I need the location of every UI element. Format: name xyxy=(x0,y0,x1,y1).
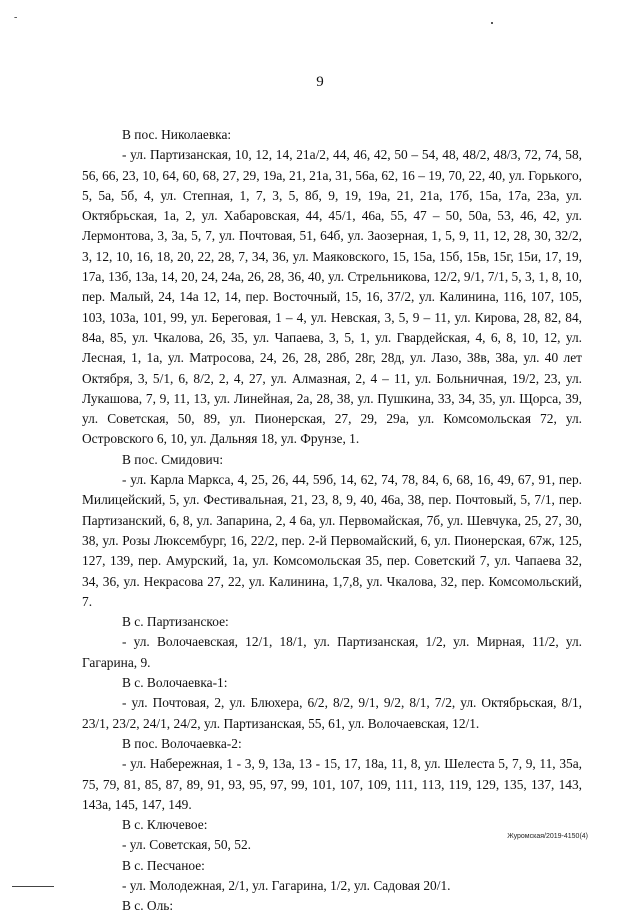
section-heading: В с. Песчаное: xyxy=(122,857,205,873)
document-code: Журомская/2019-4150(4) xyxy=(507,833,588,840)
section-text: - ул. Молодежная, 2/1, ул. Гагарина, 1/2, ул. Садовая 20/1. xyxy=(122,877,451,893)
section-heading: В пос. Волочаевка-2: xyxy=(122,735,242,751)
footnote-divider xyxy=(12,886,54,887)
section-text: - ул. Партизанская, 10, 12, 14, 21а/2, 44, 46, 42, 50 – 54, 48, 48/2, 48/3, 72, 74, 58, 56, 66, 23, 10, 64, 60, 68, 27, 29, 19а, 21, 21а, 31, 56а, 62, 16 – 19, 70, 22, 40, ул. Горького, 5, 5а, 5б, 4, ул. Степная, 1, 7, 3, 5, 8б, 9, 19, 19а, 21, 21а, 17б, 15а, 17а, 23а, ул. Октябрьская, 1а, 2, ул. Хабаровская, 44, 45/1, 46а, 55, 47 – 50, 50а, 53, 46, 42, ул. Лермонтова, 3, 3а, 5, 7, ул. Почтовая, 51, 64б, ул. Заозерная, 1, 5, 9, 11, 12, 28, 30, 32/2, 3, 12, 10, 16, 18, 20, 22, 28, 7, 34, 36, ул. Маяковского, 15, 15а, 15б, 15в, 15г, 15и, 17, 19, 17а, 13б, 13а, 14, 20, 24, 24а, 26, 28, 36, 40, ул. Стрельникова, 12/2, 9/1, 7/1, 5, 3, 1, 8, 10, пер. Малый, 24, 14а 12, 14, пер. Восточный, 15, 16, 37/2, ул. Калинина, 116, 107, 105, 103, 103а, 101, 99, ул. Береговая, 1 – 4, ул. Невская, 3, 5, 9 – 11, ул. Кирова, 28, 82, 84, 84а, 85, ул. Чкалова, 26, 35, ул. Чапаева, 3, 5, 1, ул. Гвардейская, 4, 6, 8, 10, 12, ул. Лесная, 1, 1а, ул. Матросова, 24, 26, 28, 28б, 28г, 28д, ул. Лазо, 38в, 38а, ул. 40 лет Октября, 3, 5/1, 6, 8/2, 2, 4, 27, ул. Алмазная, 2, 4 – 11, ул. Больничная, 19/2, 23, ул. Лукашова, 7, 9, 11, 13, ул. Линейная, 2а, 28, 38, ул. Пушкина, 33, 34, 35, ул. Щорса, 39, ул. Советская, 50, 89, ул. Пионерская, 27, 29, 29а, ул. Комсомольская 72, ул. Островского 6, 10, ул. Дальняя 18, ул. Фрунзе, 1. xyxy=(82,147,582,447)
section-heading: В пос. Смидович: xyxy=(122,451,224,467)
section-heading: В с. Оль: xyxy=(122,898,174,914)
section-text: - ул. Советская, 50, 52. xyxy=(122,837,251,853)
section-heading: В с. Партизанское: xyxy=(122,614,229,630)
section-heading: В с. Волочаевка-1: xyxy=(122,675,228,691)
document-body xyxy=(82,125,582,917)
section-text: - ул. Волочаевская, 12/1, 18/1, ул. Партизанская, 1/2, ул. Мирная, 11/2, ул. Гагарина, 9. xyxy=(82,634,582,670)
corner-mark: - xyxy=(14,12,18,23)
page-number: 9 xyxy=(316,74,324,90)
section-heading: В с. Ключевое: xyxy=(122,817,208,833)
section-heading: В пос. Николаевка: xyxy=(122,127,232,142)
section-text: - ул. Набережная, 1 - 3, 9, 13а, 13 - 15, 17, 18а, 11, 8, ул. Шелеста 5, 7, 9, 11, 35а, 75, 79, 81, 85, 87, 89, 91, 93, 95, 97, 99, 101, 107, 109, 111, 113, 119, 129, 135, 137, 143, 143а, 145, 147, 149. xyxy=(82,756,582,812)
section-text: - ул. Почтовая, 2, ул. Блюхера, 6/2, 8/2, 9/1, 9/2, 8/1, 7/2, ул. Октябрьская, 8/1, 23/1, 23/2, 24/1, 24/2, ул. Партизанская, 55, 61, ул. Волочаевская, 12/1. xyxy=(82,695,582,731)
section-text: - ул. Карла Маркса, 4, 25, 26, 44, 59б, 14, 62, 74, 78, 84, 6, 68, 16, 49, 67, 91, пер. Милицейский, 5, ул. Фестивальная, 21, 23, 8, 9, 40, 46а, 38, пер. Почтовый, 5, 7/1, пер. Партизанский, 6, 8, ул. Запарина, 2, 4 6а, ул. Первомайская, 7б, ул. Шевчука, 25, 27, 30, 38, ул. Розы Люксембург, 16, 22/2, пер. 2-й Первомайский, 6, ул. Пионерская, 67ж, 125, 127, 139, пер. Амурский, 1а, ул. Комсомольская 35, пер. Советский 7, ул. Чапаева 32, 34, 36, ул. Некрасова 27, 22, ул. Калинина, 1,7,8, ул. Чкалова, 32, пер. Комсомольский, 7. xyxy=(82,472,582,609)
scan-dot xyxy=(491,22,493,24)
